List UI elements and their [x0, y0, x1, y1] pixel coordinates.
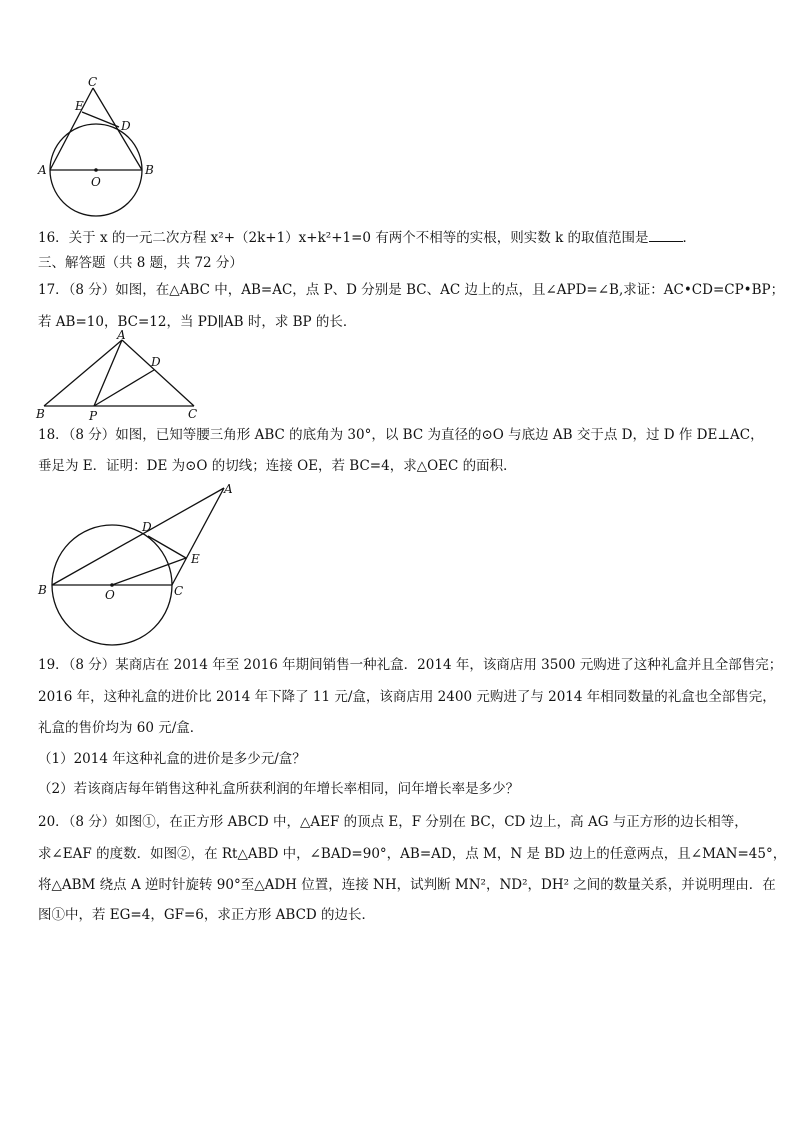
- question-18-line-1: 18．（8 分）如图，已知等腰三角形 ABC 的底角为 30°，以 BC 为直径的⊙O 与底边 AB 交于点 D，过 D 作 DE⊥AC，: [38, 427, 764, 443]
- question-19-line-3: 礼盒的售价均为 60 元/盒．: [38, 720, 204, 736]
- label-e: E: [191, 552, 200, 566]
- label-c: C: [174, 584, 184, 598]
- side-bc: [93, 88, 142, 170]
- question-20-line-2: 求∠EAF 的度数．如图②，在 Rt△ABD 中，∠BAD=90°，AB=AD，点 M，N 是 BD 边上的任意两点，且∠MAN=45°，: [38, 846, 787, 862]
- question-20-line-1: 20．（8 分）如图①，在正方形 ABCD 中，△AEF 的顶点 E，F 分别在 BC，CD 边上，高 AG 与正方形的边长相等，: [38, 814, 748, 830]
- side-ac: [50, 88, 93, 170]
- question-19-line-1: 19．（8 分）某商店在 2014 年至 2016 年期间销售一种礼盒．2014 年，该商店用 3500 元购进了这种礼盒并且全部售完；: [38, 657, 783, 673]
- center-point-o: [94, 168, 98, 172]
- figure-circle-q18: [30, 478, 250, 648]
- question-20-line-3: 将△ABM 绕点 A 逆时针旋转 90°至△ADH 位置，连接 NH，试判断 MN²，ND²，DH² 之间的数量关系，并说明理由．在: [38, 877, 776, 893]
- label-b: B: [38, 583, 47, 597]
- label-a: A: [117, 330, 126, 342]
- question-16: [38, 229, 696, 247]
- label-a: A: [224, 482, 233, 496]
- segment-ap: [94, 340, 122, 406]
- question-17-line-2: 若 AB=10，BC=12，当 PD∥AB 时，求 BP 的长．: [38, 314, 357, 330]
- figure-circle-triangle-top: [30, 72, 170, 220]
- question-16-end: ．: [682, 230, 697, 246]
- label-c: C: [88, 75, 98, 89]
- center-point-o: [110, 583, 114, 587]
- label-d: D: [142, 520, 152, 534]
- label-c: C: [188, 407, 198, 421]
- segment-pd: [94, 370, 154, 406]
- label-d: D: [151, 355, 161, 369]
- side-ac: [122, 340, 194, 406]
- segment-de: [148, 536, 186, 558]
- label-b: B: [36, 407, 45, 421]
- label-a: A: [38, 163, 47, 177]
- question-16-text: 16．关于 x 的一元二次方程 x²+（2k+1）x+k²+1=0 有两个不相等的实根，则实数 k 的取值范围是: [38, 230, 649, 246]
- label-b: B: [145, 163, 154, 177]
- question-18-line-2: 垂足为 E．证明：DE 为⊙O 的切线；连接 OE，若 BC=4，求△OEC 的面积．: [38, 458, 517, 474]
- answer-blank: [649, 229, 683, 242]
- label-e: E: [75, 99, 84, 113]
- question-19-sub-1: （1）2014 年这种礼盒的进价是多少元/盒？: [38, 751, 306, 767]
- figure-triangle-q17: [30, 330, 220, 422]
- question-19-line-2: 2016 年，这种礼盒的进价比 2014 年下降了 11 元/盒，该商店用 2400 元购进了与 2014 年相同数量的礼盒也全部售完，: [38, 689, 776, 705]
- question-20-line-4: 图①中，若 EG=4，GF=6，求正方形 ABCD 的边长．: [38, 907, 376, 923]
- label-o: O: [91, 175, 101, 189]
- label-p: P: [89, 409, 98, 422]
- label-o: O: [105, 588, 115, 602]
- question-17-line-1: 17．（8 分）如图，在△ABC 中，AB=AC，点 P、D 分别是 BC、AC 边上的点，且∠APD=∠B,求证：AC•CD=CP•BP；: [38, 282, 785, 298]
- label-d: D: [121, 119, 131, 133]
- section-3-title: 三、解答题（共 8 题，共 72 分）: [38, 255, 243, 271]
- question-19-sub-2: （2）若该商店每年销售这种礼盒所获利润的年增长率相同，问年增长率是多少？: [38, 781, 520, 797]
